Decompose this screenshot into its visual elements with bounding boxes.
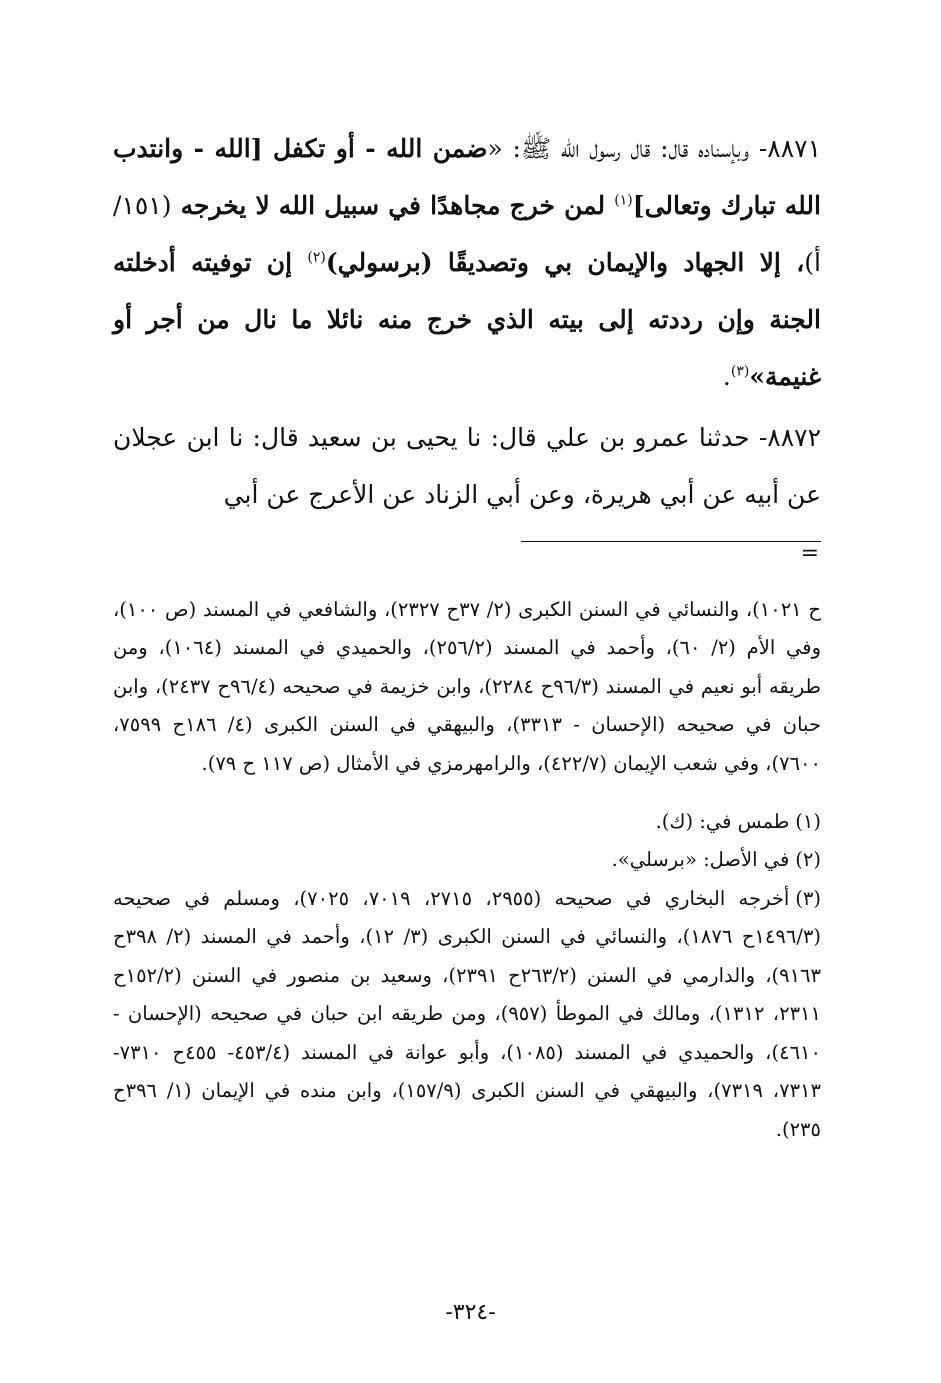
hadith-8871-matn-4: إن توفيته أدخلته الجنة وإن رددته إلى بيته الذي خرج منه نائلا ما نال من أجر أو غنيمة» xyxy=(113,248,821,391)
footnote-1 xyxy=(113,803,821,842)
hadith-8871 xyxy=(113,120,821,405)
document-page xyxy=(113,120,821,1149)
hadith-8871-matn-1: ضمن الله - أو تكفل [الله - وانتدب الله تبارك وتعالى] xyxy=(113,134,821,220)
footnote-text: طمس في: (ك). xyxy=(655,809,790,833)
page-number: -٣٢٤- xyxy=(445,1300,496,1325)
footnote-ref-3: (٣) xyxy=(730,363,750,380)
footnote-ref-1: (١) xyxy=(614,192,633,209)
footnote-3 xyxy=(113,880,821,1150)
footnote-2 xyxy=(113,841,821,880)
hadith-8871-end: . xyxy=(722,362,731,391)
hadith-8871-intro: ٨٨٧١- وبإسناده قال: قال رسول الله ﷺ: « xyxy=(487,134,822,163)
footnote-number: (١) xyxy=(795,809,821,833)
footnote-text: في الأصل: «برسلي». xyxy=(611,848,790,871)
footnote-continuation: ح ١٠٢١)، والنسائي في السنن الكبرى (٢/ ٣٧ح ٢٣٢٧)، والشافعي في المسند (ص ١٠٠)، وفي الأم (٢/ ٦٠)، وأحمد في المسند (٢٥٦/٢)، والحميدي في المسند (١٠٦٤)، ومن طريقه أبو نعيم في المسند (٩٦/٣ح ٢٢٨٤)، وابن خزيمة في صحيحه (٩٦/٤ح ٢٤٣٧)، وابن حبان في صحيحه (الإحسان - ٣٣١٣)، والبيهقي في السنن الكبرى (٤/ ١٨٦ح ٧٥٩٩، ٧٦٠٠)، وفي شعب الإيمان (٤٢٢/٧)، والرامهرمزي في الأمثال (ص ١١٧ ح ٧٩). xyxy=(113,597,821,775)
hadith-8871-matn-2: لمن خرج مجاهدًا في سبيل الله لا يخرجه xyxy=(171,191,615,220)
footnote-ref-2: (٢) xyxy=(307,249,326,266)
footnote-number: (٢) xyxy=(795,848,821,871)
continuation-mark: = xyxy=(800,541,819,566)
footnote-number: (٣) xyxy=(795,886,821,910)
hadith-8871-matn-3: ، إلا الجهاد والإيمان بي وتصديقًا (برسولي) xyxy=(325,248,805,277)
hadith-8872: ٨٨٧٢- حدثنا عمرو بن علي قال: نا يحيى بن سعيد قال: نا ابن عجلان عن أبيه عن أبي هريرة، وعن أبي الزناد عن الأعرج عن أبي xyxy=(113,423,821,509)
separator-line xyxy=(521,541,821,542)
manuscript-folio-ref: (١٥١/أ) xyxy=(113,191,821,277)
footnote-text: أخرجه البخاري في صحيحه (٢٩٥٥، ٢٧١٥، ٧٠١٩، ٧٠٢٥)، ومسلم في صحيحه (١٤٩٦/٣ح ١٨٧٦)، والنسائي في السنن الكبرى (٣/ ١٢)، وأحمد في المسند (٢/ ٣٩٨ح ٩١٦٣)، والدارمي في السنن (٢٦٣/٢ح ٢٣٩١)، وسعيد بن منصور في السنن (١٥٢/٢ح ٢٣١١، ١٣١٢)، ومالك في الموطأ (٩٥٧)، ومن طريقه ابن حبان في صحيحه (الإحسان - ٤٦١٠)، والحميدي في المسند (١٠٨٥)، وأبو عوانة في المسند (٤٥٣/٤- ٤٥٥ح ٧٣١٠- ٧٣١٣، ٧٣١٩)، والبيهقي في السنن الكبرى (١٥٧/٩)، وابن منده في الإيمان (١/ ٣٩٦ح ٢٣٥). xyxy=(113,886,821,1141)
footnote-separator xyxy=(113,527,821,571)
